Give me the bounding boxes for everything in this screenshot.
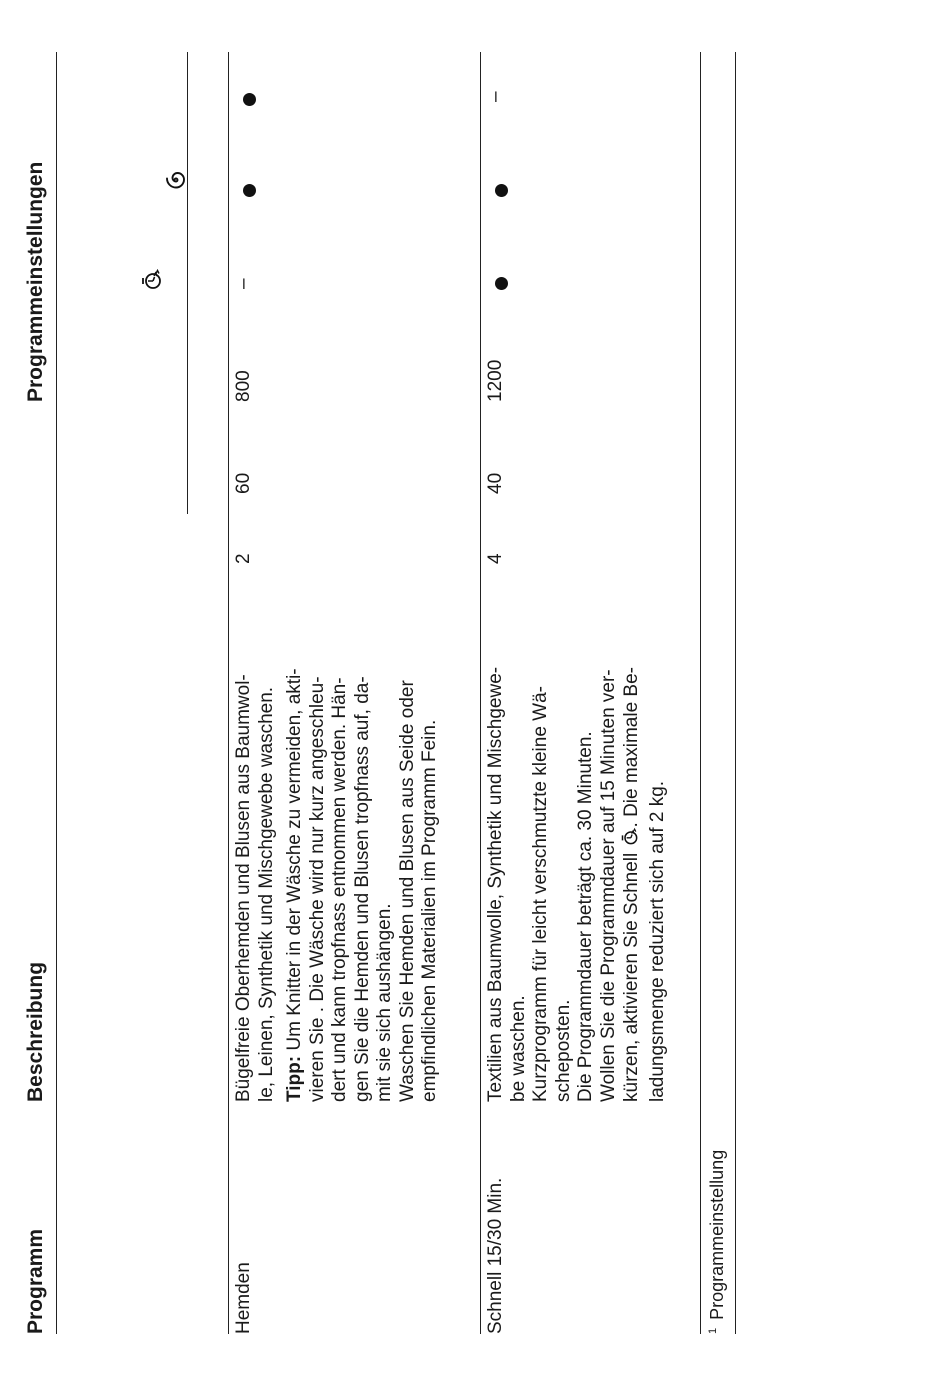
header-programm: Programm xyxy=(24,1228,47,1334)
row-schnell-spin: 1200 xyxy=(485,359,506,402)
description-line: Wollen Sie die Programmdauer auf 15 Minuten ver- xyxy=(597,669,619,1102)
tip-label: Tipp: xyxy=(284,1055,305,1102)
row-schnell-last-setting: – xyxy=(485,91,506,102)
line-part: kürzen, aktivieren Sie Schnell xyxy=(621,847,642,1102)
timer-fast-icon xyxy=(140,268,169,292)
description-line-with-icon xyxy=(620,667,647,1102)
row-schnell-load: 4 xyxy=(485,553,506,564)
description-line: dert und kann tropfnass entnommen werden. Hän- xyxy=(329,677,350,1102)
header-bottom-rule xyxy=(228,52,229,1334)
row-schnell-temperature: 40 xyxy=(485,472,506,494)
row-schnell-timer-setting-dot xyxy=(495,277,508,290)
spiral-icon xyxy=(164,168,193,192)
description-line: Die Programmdauer beträgt ca. 30 Minuten. xyxy=(575,731,596,1102)
row-hemden-load: 2 xyxy=(233,553,254,564)
row-hemden-description xyxy=(233,668,442,1102)
footnote-text: Programmeinstellung xyxy=(707,1149,727,1320)
description-line: scheposten. xyxy=(552,999,574,1102)
description-line: ladungsmenge reduziert sich auf 2 kg. xyxy=(646,780,668,1102)
row-separator xyxy=(480,52,481,1334)
header-beschreibung: Beschreibung xyxy=(24,961,47,1102)
row-hemden-temperature: 60 xyxy=(233,472,254,494)
timer-fast-icon xyxy=(620,827,647,847)
description-line: vieren Sie . Die Wäsche wird nur kurz angeschleu- xyxy=(306,676,328,1102)
settings-header-underline xyxy=(187,52,188,514)
description-line: le, Leinen, Synthetik und Mischgewebe waschen. xyxy=(255,686,277,1102)
row-hemden-timer-setting: – xyxy=(233,278,254,289)
description-line: Waschen Sie Hemden und Blusen aus Seide oder xyxy=(396,680,418,1102)
row-schnell-programm: Schnell 15/30 Min. xyxy=(485,1177,506,1334)
tip-line xyxy=(284,668,307,1102)
description-line: be waschen. xyxy=(507,995,529,1102)
row-schnell-spiral-setting-dot xyxy=(495,184,508,197)
header-programmeinstellungen: Programmeinstellungen xyxy=(24,161,47,402)
table-bottom-rule xyxy=(700,52,701,1334)
description-line: Bügelfreie Oberhemden und Blusen aus Baumwol- xyxy=(233,674,254,1102)
description-line: gen Sie die Hemden und Blusen tropfnass auf, da- xyxy=(351,676,373,1102)
line-part: . Die maximale Be- xyxy=(621,666,642,828)
description-line: mit sie sich aushängen. xyxy=(374,903,395,1102)
tip-text: Um Knitter in der Wäsche zu vermeiden, akti- xyxy=(284,668,305,1056)
table-top-rule xyxy=(56,52,57,1334)
row-hemden-spiral-setting-dot xyxy=(243,184,256,197)
description-line: Textilien aus Baumwolle, Synthetik und Mischgewe- xyxy=(485,666,506,1102)
description-line: empfindlichen Materialien im Programm Fein. xyxy=(419,719,440,1102)
row-hemden-spin: 800 xyxy=(233,370,254,402)
footnote xyxy=(707,1150,728,1334)
footnote-marker: 1 xyxy=(707,1327,719,1334)
row-hemden-programm: Hemden xyxy=(233,1262,254,1334)
description-line: Kurzprogramm für leicht verschmutzte kleine Wä- xyxy=(530,685,551,1102)
row-hemden-last-setting-dot xyxy=(243,93,256,106)
row-schnell-description xyxy=(485,667,669,1102)
footnote-bottom-rule xyxy=(735,52,736,1334)
